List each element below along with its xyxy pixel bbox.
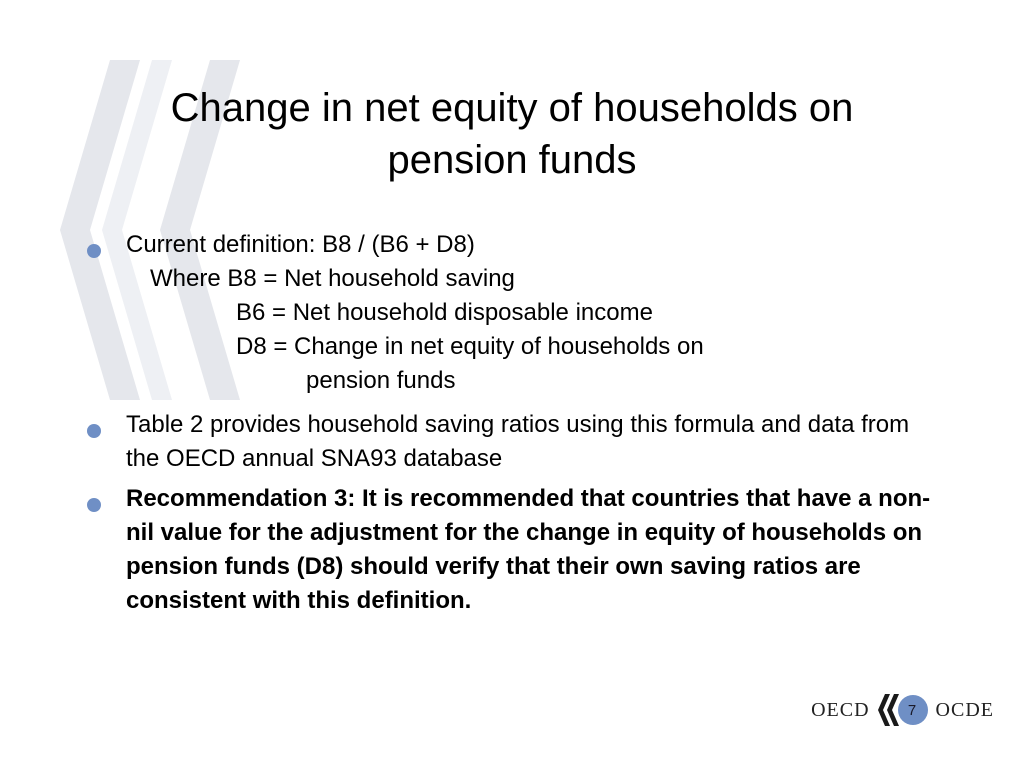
bullet-recommendation-3	[82, 482, 942, 618]
definition-formula: Current definition: B8 / (B6 + D8)	[126, 231, 475, 258]
bullet-current-definition	[82, 228, 942, 398]
logo-text-oecd: OECD	[811, 698, 870, 721]
oecd-logo	[811, 690, 994, 730]
logo-text-ocde: OCDE	[935, 698, 994, 721]
slide-body	[82, 228, 942, 618]
page-number: 7	[898, 695, 928, 725]
bullet-dot-icon	[87, 244, 101, 258]
definition-d8: D8 = Change in net equity of households on	[236, 333, 704, 360]
slide-title: Change in net equity of households on pension funds	[170, 86, 854, 182]
table-2-text: Table 2 provides household saving ratios using this formula and data from the OECD annual SNA93 database	[126, 411, 910, 472]
bullet-dot-icon	[87, 424, 101, 438]
definition-b8: Where B8 = Net household saving	[150, 265, 515, 292]
bullet-dot-icon	[87, 498, 101, 512]
definition-d8-continued: pension funds	[306, 367, 456, 394]
bullet-table-2	[82, 408, 942, 476]
recommendation-text: Recommendation 3: It is recommended that countries that have a non-nil value for the adjustment for the change in equity of households on pension funds (D8) should verify that their own saving ratios are consistent with this definition.	[126, 485, 931, 614]
definition-b6: B6 = Net household disposable income	[236, 299, 653, 326]
